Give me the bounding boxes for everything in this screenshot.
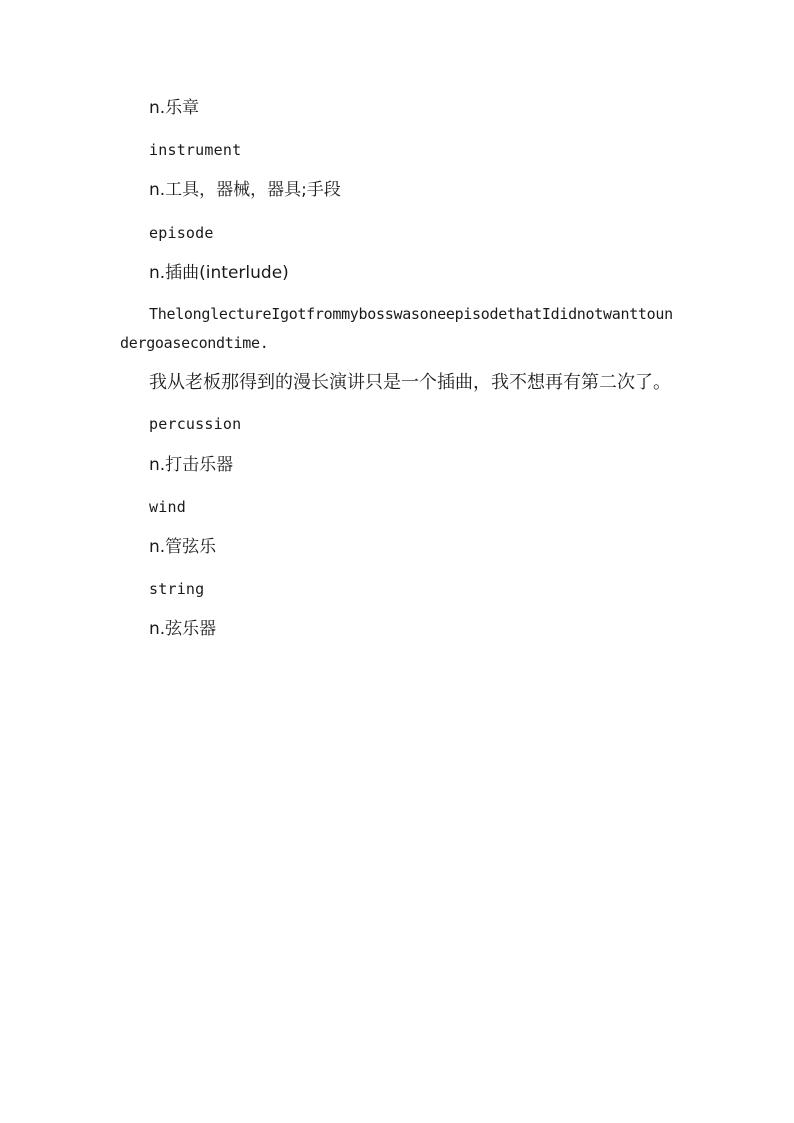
vocabulary-word: wind <box>149 498 186 516</box>
definition-line: n.工具，器械，器具;手段 <box>149 180 341 200</box>
definition-line: n.乐章 <box>149 98 200 118</box>
definition-line: n.插曲(interlude) <box>149 263 289 283</box>
vocabulary-word: percussion <box>149 415 242 433</box>
example-sentence: ThelonglectureIgotfrommybosswasoneepisodethatIdidnotwanttoundergoasecondtime. <box>120 305 673 352</box>
vocabulary-word: string <box>149 580 205 598</box>
vocabulary-word: instrument <box>149 141 242 159</box>
definition-line: n.管弦乐 <box>149 537 217 557</box>
definition-line: n.弦乐器 <box>149 619 217 639</box>
definition-line: n.打击乐器 <box>149 455 234 475</box>
translation-sentence: 我从老板那得到的漫长演讲只是一个插曲，我不想再有第二次了。 <box>149 372 671 393</box>
vocabulary-word: episode <box>149 224 214 242</box>
